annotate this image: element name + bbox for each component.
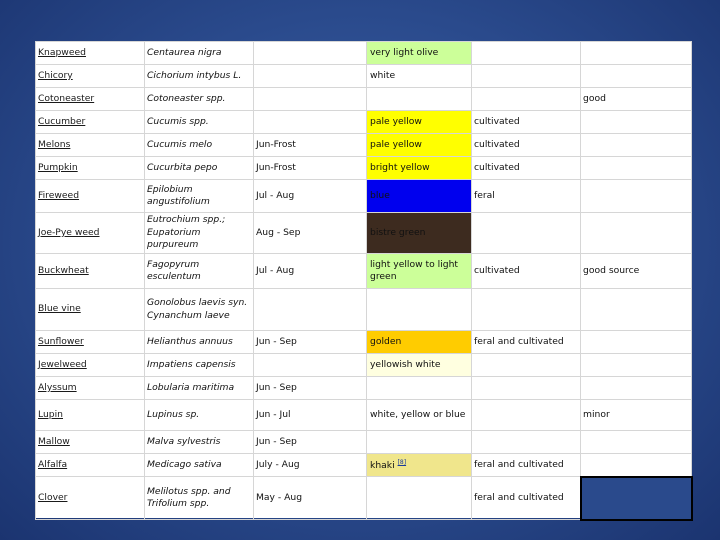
notes-cell [581, 289, 692, 331]
common-name-cell[interactable] [36, 42, 145, 65]
scientific-name-cell [145, 111, 254, 134]
table-row [36, 289, 692, 331]
common-name-cell[interactable] [36, 331, 145, 354]
pollen-color-cell [367, 477, 472, 520]
pollen-color-cell [367, 431, 472, 454]
pollen-color-text: light yellow to light green [370, 258, 459, 282]
bloom-season-cell [254, 134, 367, 157]
scientific-name-cell [145, 65, 254, 88]
plant-type-cell [472, 377, 581, 400]
common-name-cell[interactable] [36, 134, 145, 157]
pollen-color-cell [367, 254, 472, 289]
common-name-cell[interactable] [36, 111, 145, 134]
scientific-name-text: Medicago sativa [147, 458, 222, 470]
plant-type-cell [472, 213, 581, 254]
pollen-color-text: pale yellow [370, 138, 422, 150]
plant-type-text: feral [474, 189, 495, 201]
scientific-name-cell [145, 454, 254, 477]
pollen-color-cell [367, 400, 472, 431]
notes-text: minor [583, 408, 610, 420]
notes-cell [581, 42, 692, 65]
common-name-cell[interactable] [36, 254, 145, 289]
bloom-season-cell [254, 213, 367, 254]
common-name-text: Sunflower [38, 335, 84, 347]
table-row [36, 42, 692, 65]
plant-type-cell [472, 400, 581, 431]
table-row [36, 88, 692, 111]
pollen-color-cell [367, 331, 472, 354]
common-name-text: Buckwheat [38, 264, 89, 276]
notes-cell [581, 331, 692, 354]
scientific-name-cell [145, 431, 254, 454]
common-name-text: Melons [38, 138, 71, 150]
bloom-season-text: Jul - Aug [256, 264, 295, 276]
scientific-name-text: Cucumis melo [147, 138, 213, 150]
common-name-cell[interactable] [36, 454, 145, 477]
pollen-color-text: very light olive [370, 46, 439, 58]
common-name-text: Cotoneaster [38, 92, 95, 104]
bloom-season-cell [254, 42, 367, 65]
plant-type-cell [472, 42, 581, 65]
scientific-name-cell [145, 180, 254, 213]
common-name-text: Pumpkin [38, 161, 78, 173]
plant-type-cell [472, 331, 581, 354]
scientific-name-cell [145, 42, 254, 65]
common-name-cell[interactable] [36, 65, 145, 88]
bloom-season-cell [254, 180, 367, 213]
plant-type-text: cultivated [474, 115, 520, 127]
honey-plant-table [35, 41, 691, 518]
pollen-color-cell [367, 377, 472, 400]
common-name-cell[interactable] [36, 289, 145, 331]
bloom-season-text: Aug - Sep [256, 226, 301, 238]
plant-type-cell [472, 289, 581, 331]
notes-cell [581, 454, 692, 477]
notes-cell [581, 134, 692, 157]
scientific-name-cell [145, 157, 254, 180]
scientific-name-text: Lupinus sp. [147, 408, 200, 420]
common-name-text: Knapweed [38, 46, 86, 58]
plant-type-cell [472, 65, 581, 88]
scientific-name-cell [145, 289, 254, 331]
common-name-text: Chicory [38, 69, 73, 81]
bloom-season-text: Jun-Frost [256, 161, 296, 173]
table-row [36, 157, 692, 180]
pollen-color-text: bistre green [370, 226, 426, 238]
scientific-name-cell [145, 254, 254, 289]
scientific-name-text: Helianthus annuus [147, 335, 233, 347]
plant-table [35, 41, 693, 521]
scientific-name-text: Malva sylvestris [147, 435, 221, 447]
pollen-color-cell [367, 157, 472, 180]
table-row [36, 400, 692, 431]
table-row [36, 65, 692, 88]
plant-type-cell [472, 354, 581, 377]
scientific-name-cell [145, 134, 254, 157]
plant-type-cell [472, 111, 581, 134]
common-name-text: Cucumber [38, 115, 86, 127]
pollen-color-cell [367, 134, 472, 157]
plant-type-text: feral and cultivated [474, 458, 564, 470]
common-name-cell[interactable] [36, 354, 145, 377]
bloom-season-cell [254, 400, 367, 431]
scientific-name-cell [145, 213, 254, 254]
table-row [36, 431, 692, 454]
pollen-color-cell [367, 65, 472, 88]
bloom-season-cell [254, 254, 367, 289]
pollen-color-text: khaki [370, 460, 395, 472]
common-name-cell[interactable] [36, 400, 145, 431]
notes-cell [581, 354, 692, 377]
notes-text: good source [583, 264, 640, 276]
notes-cell [581, 400, 692, 431]
plant-type-text: cultivated [474, 138, 520, 150]
plant-type-cell [472, 180, 581, 213]
scientific-name-text: Melilotus spp. and Trifolium spp. [147, 485, 231, 509]
table-row [36, 213, 692, 254]
scientific-name-text: Gonolobus laevis syn. Cynanchum laeve [147, 297, 248, 321]
notes-cell [581, 88, 692, 111]
table-row [36, 454, 692, 477]
scientific-name-text: Eutrochium spp.; Eupatorium purpureum [147, 214, 226, 251]
pollen-color-cell [367, 88, 472, 111]
common-name-cell[interactable] [36, 477, 145, 520]
bloom-season-text: Jul - Aug [256, 189, 295, 201]
common-name-text: Jewelweed [38, 358, 87, 370]
bloom-season-text: Jun - Sep [256, 435, 297, 447]
common-name-cell[interactable] [36, 157, 145, 180]
common-name-text: Alfalfa [38, 458, 68, 470]
bloom-season-text: Jun-Frost [256, 138, 296, 150]
common-name-text: Blue vine [38, 303, 81, 315]
plant-type-cell [472, 454, 581, 477]
reference-link[interactable]: [8] [397, 459, 407, 467]
pollen-color-cell [367, 354, 472, 377]
pollen-color-cell [367, 180, 472, 213]
plant-type-text: feral and cultivated [474, 335, 564, 347]
bloom-season-cell [254, 289, 367, 331]
common-name-cell[interactable] [36, 213, 145, 254]
pollen-color-cell [367, 289, 472, 331]
common-name-cell[interactable] [36, 431, 145, 454]
plant-type-cell [472, 431, 581, 454]
pollen-color-text: bright yellow [370, 161, 430, 173]
bloom-season-cell [254, 431, 367, 454]
bloom-season-cell [254, 65, 367, 88]
notes-cell [581, 180, 692, 213]
bloom-season-cell [254, 88, 367, 111]
scientific-name-cell [145, 477, 254, 520]
scientific-name-text: Cichorium intybus L. [147, 69, 242, 81]
bloom-season-text: May - Aug [256, 491, 303, 503]
pollen-color-text: pale yellow [370, 115, 422, 127]
notes-cell [581, 65, 692, 88]
table-row [36, 331, 692, 354]
table-row [36, 134, 692, 157]
plant-type-cell [472, 88, 581, 111]
scientific-name-text: Epilobium angustifolium [147, 183, 210, 207]
notes-text: good [583, 92, 606, 104]
bloom-season-cell [254, 157, 367, 180]
scientific-name-cell [145, 331, 254, 354]
bloom-season-text: Jun - Sep [256, 335, 297, 347]
scientific-name-text: Cucumis spp. [147, 115, 209, 127]
bloom-season-cell [254, 377, 367, 400]
bloom-season-cell [254, 111, 367, 134]
scientific-name-cell [145, 377, 254, 400]
plant-type-cell [472, 477, 581, 520]
table-row [36, 477, 692, 520]
scientific-name-cell [145, 400, 254, 431]
plant-type-text: cultivated [474, 264, 520, 276]
bloom-season-cell [254, 477, 367, 520]
table-row [36, 377, 692, 400]
notes-cell [581, 157, 692, 180]
scientific-name-text: Cucurbita pepo [147, 161, 218, 173]
table-row [36, 180, 692, 213]
bloom-season-cell [254, 354, 367, 377]
scientific-name-text: Impatiens capensis [147, 358, 236, 370]
notes-cell [581, 213, 692, 254]
scientific-name-text: Fagopyrum esculentum [147, 258, 201, 282]
common-name-text: Joe-Pye weed [38, 226, 100, 238]
scientific-name-text: Lobularia maritima [147, 381, 235, 393]
scientific-name-cell [145, 354, 254, 377]
pollen-color-text: white [370, 69, 396, 81]
table-row [36, 354, 692, 377]
table-row [36, 254, 692, 289]
notes-cell [581, 111, 692, 134]
notes-cell [581, 377, 692, 400]
plant-type-text: feral and cultivated [474, 491, 564, 503]
common-name-cell[interactable] [36, 377, 145, 400]
pollen-color-text: golden [370, 335, 402, 347]
plant-type-cell [472, 254, 581, 289]
pollen-color-cell [367, 213, 472, 254]
bloom-season-text: Jun - Sep [256, 381, 297, 393]
bloom-season-text: Jun - Jul [256, 408, 291, 420]
common-name-text: Clover [38, 491, 68, 503]
scientific-name-text: Cotoneaster spp. [147, 92, 226, 104]
pollen-color-text: yellowish white [370, 358, 441, 370]
plant-type-text: cultivated [474, 161, 520, 173]
notes-cell [581, 431, 692, 454]
common-name-text: Lupin [38, 408, 63, 420]
notes-cell [581, 477, 692, 520]
common-name-cell[interactable] [36, 180, 145, 213]
bloom-season-cell [254, 454, 367, 477]
pollen-color-cell [367, 111, 472, 134]
scientific-name-cell [145, 88, 254, 111]
common-name-text: Mallow [38, 435, 70, 447]
bloom-season-text: July - Aug [256, 458, 300, 470]
common-name-cell[interactable] [36, 88, 145, 111]
scientific-name-text: Centaurea nigra [147, 46, 222, 58]
pollen-color-cell [367, 454, 472, 477]
pollen-color-text: blue [370, 189, 390, 201]
common-name-text: Fireweed [38, 189, 80, 201]
table-row [36, 111, 692, 134]
plant-type-cell [472, 134, 581, 157]
plant-type-cell [472, 157, 581, 180]
pollen-color-cell [367, 42, 472, 65]
common-name-text: Alyssum [38, 381, 77, 393]
notes-cell [581, 254, 692, 289]
bloom-season-cell [254, 331, 367, 354]
pollen-color-text: white, yellow or blue [370, 408, 466, 420]
